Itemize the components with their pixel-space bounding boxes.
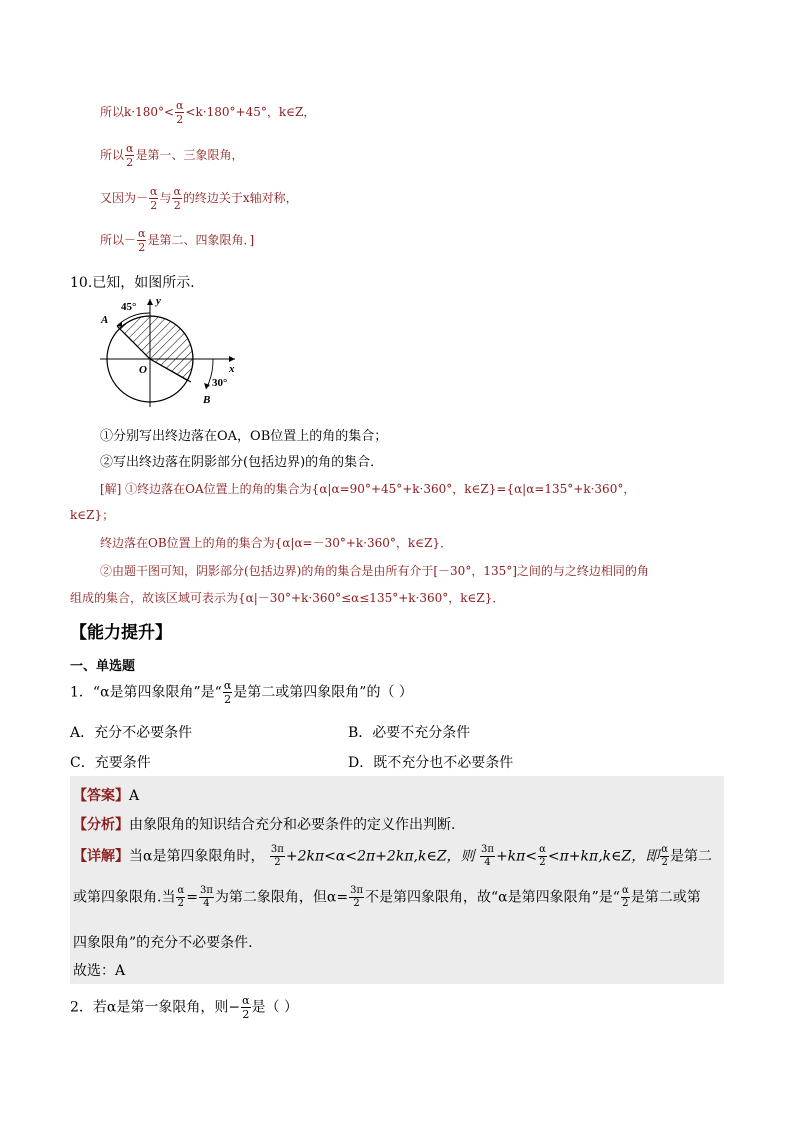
fraction: $\frac{\alpha}{2}$: [126, 142, 134, 169]
prev-solution-line-2: 所以 $\frac{\alpha}{2}$ 是第一、三象限角，: [100, 142, 244, 169]
option-c[interactable]: C．充要条件: [70, 755, 151, 771]
detail-line-3: 四象限角”的充分不必要条件.: [73, 935, 253, 951]
angle-figure: [95, 295, 245, 410]
q10-solution-line-3: 终边落在OB位置上的角的集合为{α|α=－30°+k·360°，k∈Z}．: [100, 536, 453, 550]
option-a[interactable]: A．充分不必要条件: [70, 725, 193, 741]
fraction: $\frac{\alpha}{2}$: [223, 679, 232, 706]
q10-solution-line-2: k∈Z}；: [70, 508, 115, 522]
detail-line-1: 【详解】当α是第四象限角时， $\frac{3\pi}{2}$ +2kπ<α<2π+2kπ,k∈Z，则 $\frac{3\pi}{4}$ +kπ< $\frac{\alpha}{2}$ <π+kπ,k∈Z，即 $\frac{\alpha}{2}$ 是第二: [73, 844, 713, 868]
question-10-title: 10.已知，如图所示．: [70, 275, 205, 291]
option-b[interactable]: B．必要不充分条件: [348, 725, 471, 741]
shaded-sector: [120, 316, 193, 380]
label-B: B: [203, 394, 211, 406]
answer-tag-line: 【答案】A: [73, 788, 140, 804]
arc-30-arrow-icon: [204, 383, 210, 389]
answer-box: [70, 776, 724, 984]
prev-solution-line-4: 所以－ $\frac{\alpha}{2}$ 是第二、四象限角．]: [100, 227, 255, 254]
question-2-stem: 2．若α是第一象限角，则− $\frac{\alpha}{2}$ 是（ ）: [70, 994, 298, 1021]
detail-line-2: 或第四象限角.当 $\frac{\alpha}{2}$ = $\frac{3\pi}{4}$ 为第二象限角，但α= $\frac{3\pi}{2}$ 不是第四象限角，故“α是第四象限角”是“ $\frac{\alpha}{2}$ 是第二或第: [73, 885, 701, 909]
fraction: $\frac{\alpha}{2}$: [173, 185, 181, 212]
fraction: $\frac{\alpha}{2}$: [176, 99, 184, 126]
fraction: $\frac{\alpha}{2}$: [242, 994, 250, 1021]
label-x: x: [229, 363, 235, 375]
q10-solution-line-1: [解] ①终边落在OA位置上的角的集合为{α|α=90°+45°+k·360°，k∈Z}={α|α=135°+k·360°，: [100, 482, 636, 496]
label-A: A: [101, 314, 109, 326]
analysis: 【分析】由象限角的知识结合充分和必要条件的定义作出判断.: [73, 814, 455, 834]
x-arrow-icon: [229, 356, 235, 362]
label-30: 30°: [212, 377, 228, 389]
label-O: O: [139, 364, 147, 376]
fraction: $\frac{\alpha}{2}$: [150, 185, 158, 212]
label-y: y: [156, 295, 161, 307]
label-45: 45°: [121, 301, 137, 313]
choice-line: 故选：A: [73, 963, 126, 979]
y-arrow-icon: [147, 299, 153, 305]
arc-45-arrow-icon: [117, 321, 122, 327]
option-d[interactable]: D．既不充分也不必要条件: [348, 755, 514, 771]
q10-solution-line-5: 组成的集合，故该区域可表示为{α|－30°+k·360°≤α≤135°+k·360°，k∈Z}．: [70, 591, 505, 605]
fraction: $\frac{\alpha}{2}$: [138, 227, 146, 254]
prev-solution-line-3: 又因为－ $\frac{\alpha}{2}$ 与 $\frac{\alpha}{2}$ 的终边关于x轴对称，: [100, 185, 298, 212]
section-heading: 【能力提升】: [70, 623, 172, 643]
question-10-part-1: ①分别写出终边落在OA，OB位置上的角的集合；: [100, 429, 388, 444]
prev-solution-line-1: 所以k·180°< $\frac{\alpha}{2}$ <k·180°+45°，k∈Z，: [100, 99, 316, 126]
q10-solution-line-4: ②由题干图可知，阴影部分(包括边界)的角的集合是由所有介于[－30°，135°]之间的与之终边相同的角: [100, 564, 649, 578]
question-1-stem: 1．“α是第四象限角”是“ $\frac{\alpha}{2}$ 是第二或第四象限角”的（ ）: [70, 679, 413, 706]
section-subheading: 一、单选题: [70, 659, 136, 674]
question-10-part-2: ②写出终边落在阴影部分(包括边界)的角的集合．: [100, 455, 384, 470]
